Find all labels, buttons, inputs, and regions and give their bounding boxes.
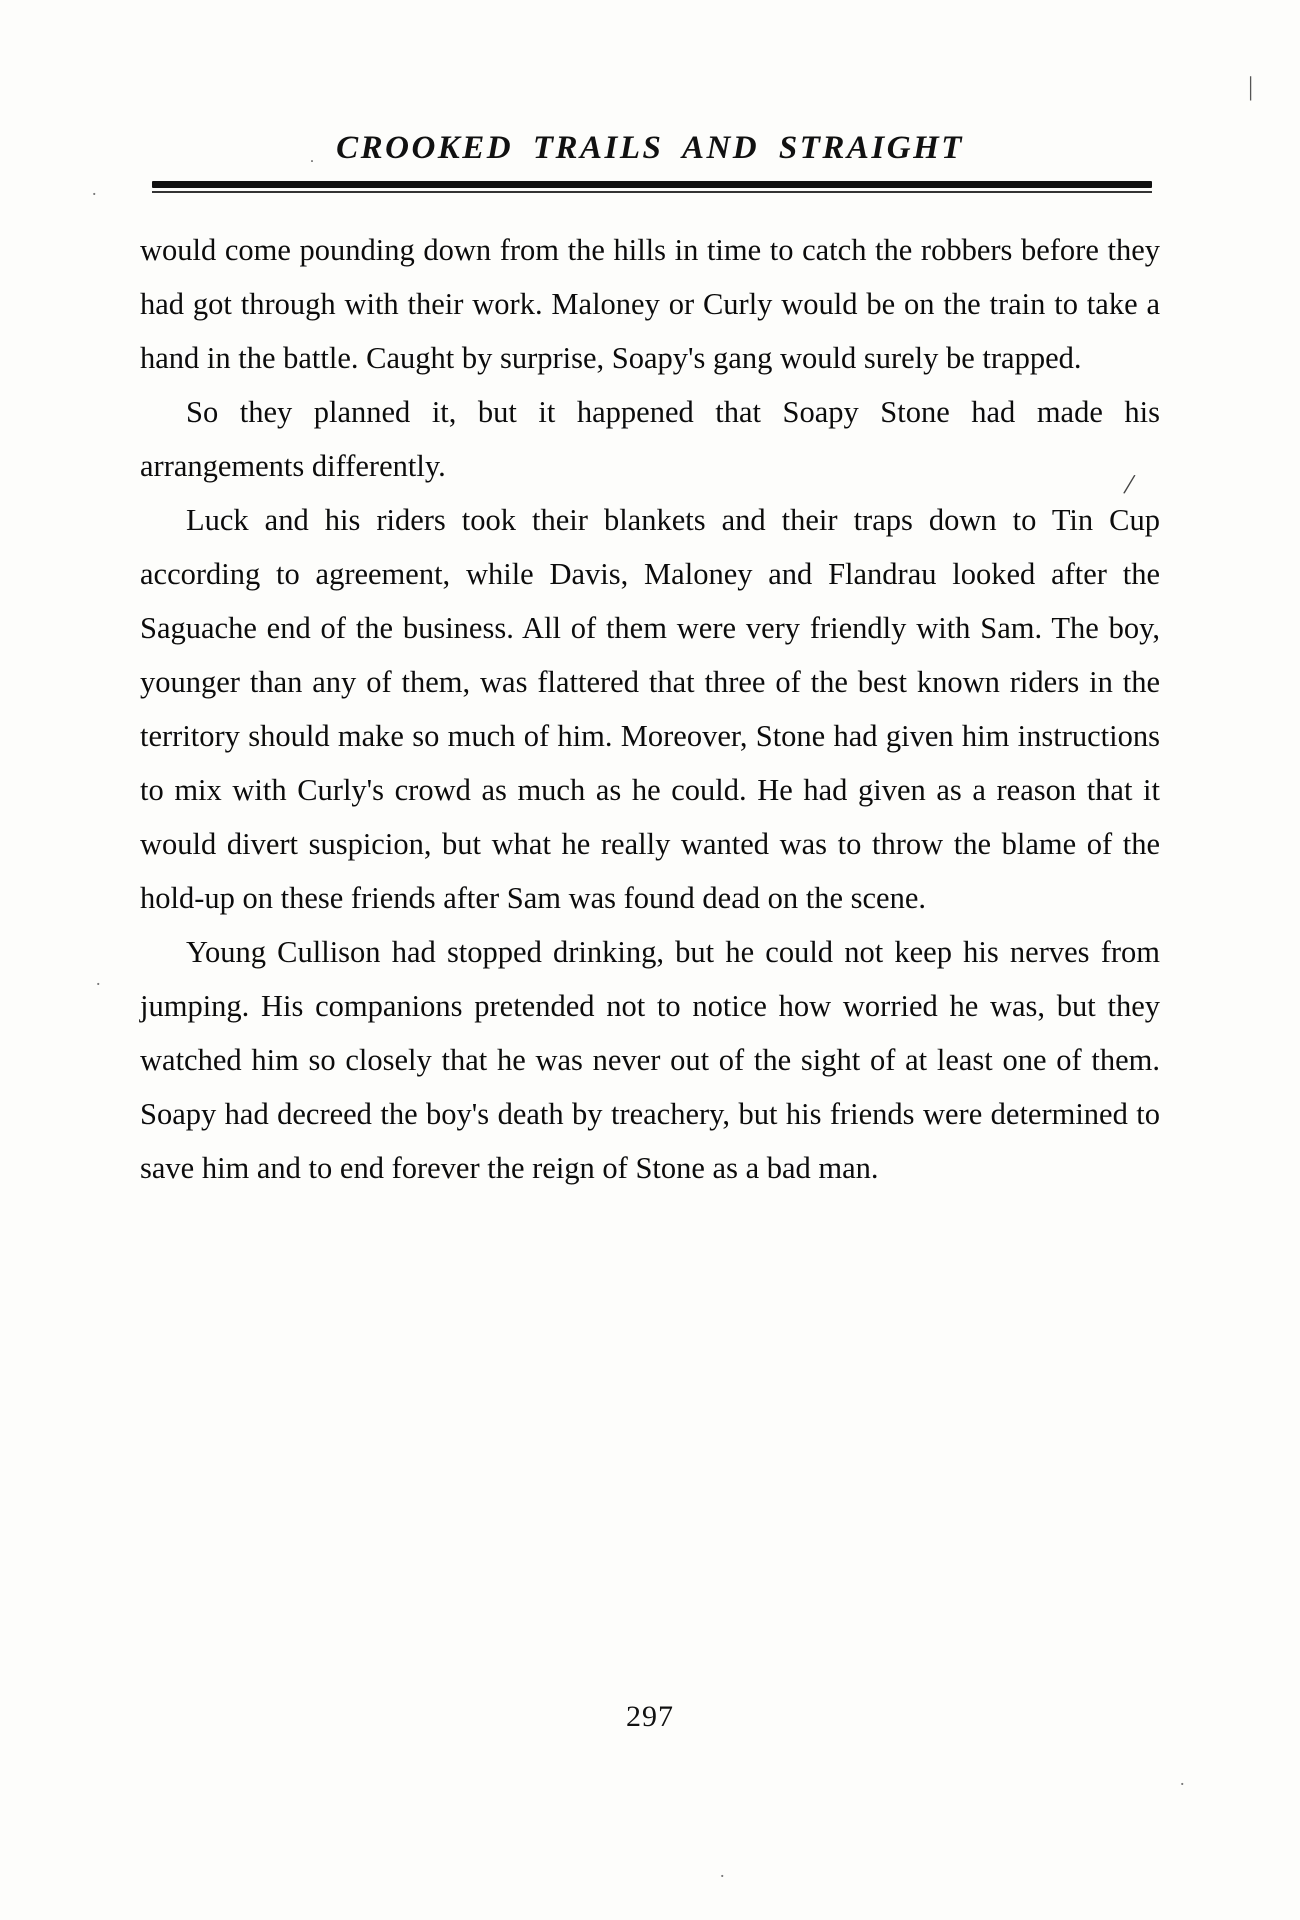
- header-rule-thin: [152, 191, 1152, 193]
- page-content: [140, 130, 1160, 1195]
- margin-mark-slash-icon: /: [1121, 467, 1137, 502]
- body-text: [140, 223, 1160, 1195]
- paragraph-4: Young Cullison had stopped drinking, but he could not keep his nerves from jumping. His companions pretended not to notice how worried he was, but they watched him so closely that he was never out of the sight of at least one of them. Soapy had decreed the boy's death by treachery, but his friends were determined to save him and to end forever the reign of Stone as a bad man.: [140, 935, 1160, 1185]
- margin-mark-left-dot-2-icon: .: [96, 969, 101, 989]
- header-rule: [152, 181, 1152, 188]
- margin-mark-bottom-dot-icon: .: [720, 1861, 725, 1881]
- running-head: CROOKED TRAILS AND STRAIGHT: [336, 130, 964, 166]
- margin-mark-right-dot-icon: .: [1180, 1769, 1185, 1789]
- page-number: 297: [626, 1700, 674, 1733]
- paragraph-1: would come pounding down from the hills in time to catch the robbers before they had got through with their work. Maloney or Curly would be on the train to take a hand in the battle. Caught by surprise, Soapy's gang would surely be trapped.: [140, 233, 1160, 375]
- paragraph-3: Luck and his riders took their blankets and their traps down to Tin Cup according to agreement, while Davis, Maloney and Flandrau looked after the Saguache end of the business. All of them were very friendly with Sam. The boy, younger than any of them, was flattered that three of the best known riders in the territory should make so much of him. Moreover, Stone had given him instructions to mix with Curly's crowd as much as he could. He had given as a reason that it would divert suspicion, but what he really wanted was to throw the blame of the hold-up on these friends after Sam was found dead on the scene.: [140, 503, 1160, 915]
- paragraph-2: So they planned it, but it happened that Soapy Stone had made his arrangements differently.: [140, 395, 1160, 483]
- margin-mark-title-tick-icon: .: [310, 149, 314, 166]
- margin-mark-left-dot-icon: .: [92, 179, 97, 199]
- margin-mark-top-right-icon: |: [1248, 72, 1254, 101]
